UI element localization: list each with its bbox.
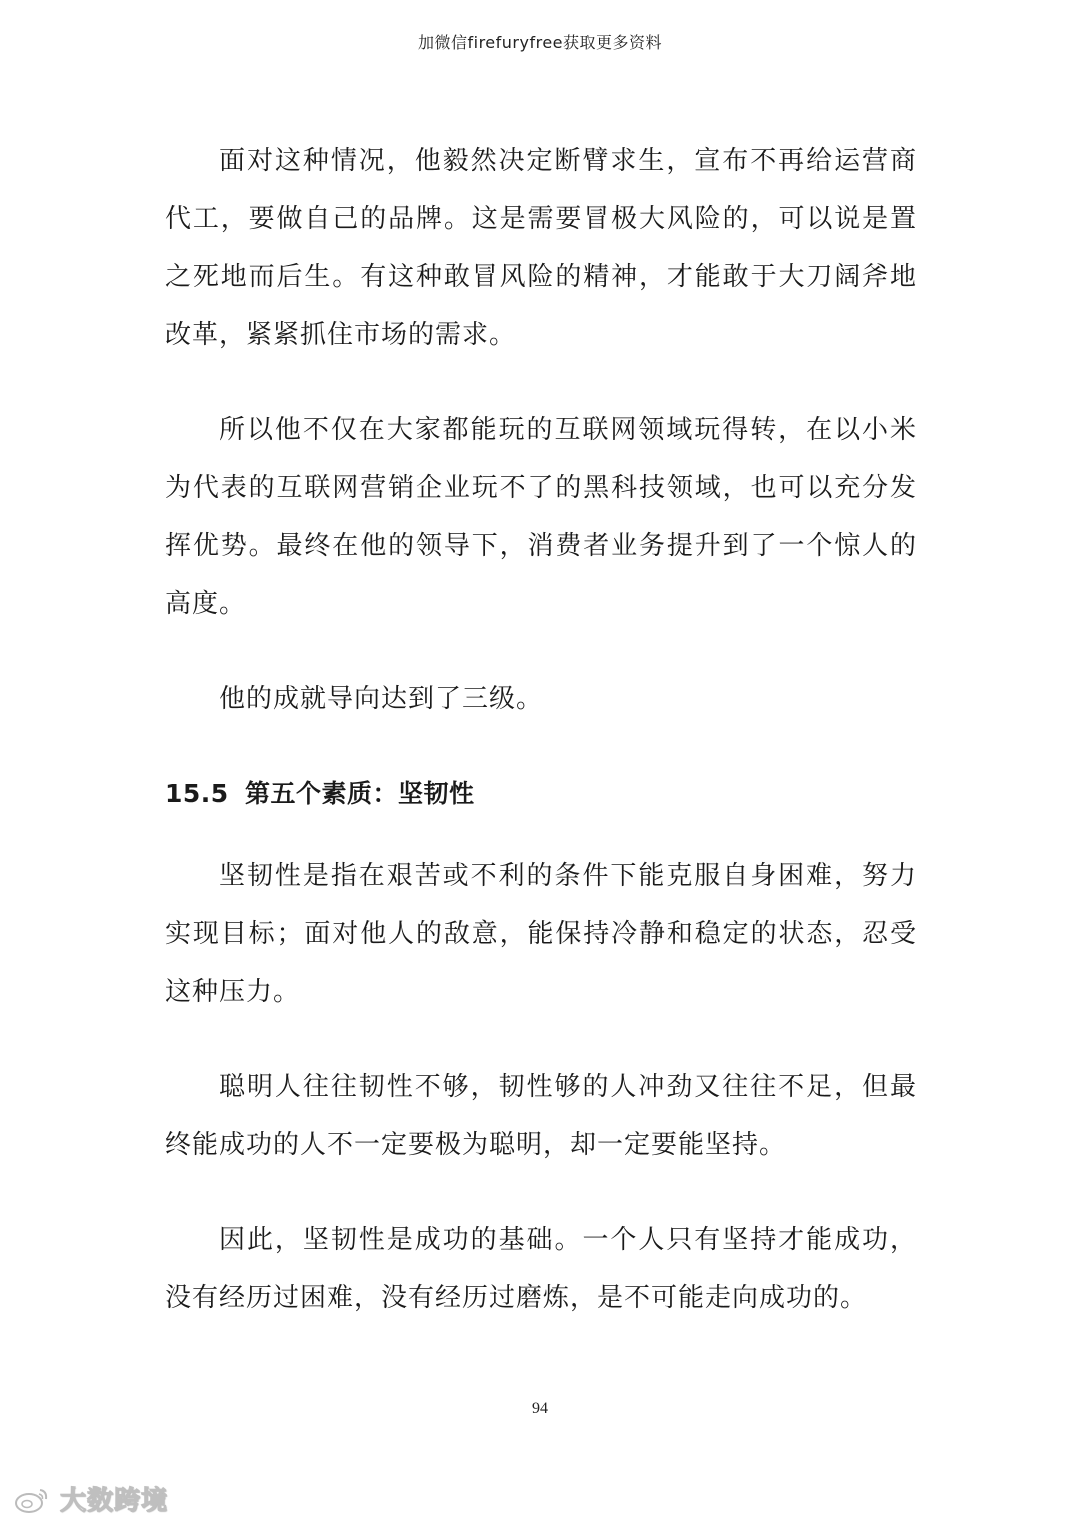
paragraph: 因此，坚韧性是成功的基础。一个人只有坚持才能成功，没有经历过困难，没有经历过磨炼，是不可能走向成功的。 xyxy=(165,1225,917,1313)
paragraph: 坚韧性是指在艰苦或不利的条件下能克服自身困难，努力实现目标；面对他人的敌意，能保持冷静和稳定的状态，忍受这种压力。 xyxy=(165,861,917,1007)
watermark xyxy=(12,1480,168,1517)
watermark-text: 大数跨境 xyxy=(60,1486,169,1516)
paragraph: 面对这种情况，他毅然决定断臂求生，宣布不再给运营商代工，要做自己的品牌。这是需要冒极大风险的，可以说是置之死地而后生。有这种敢冒风险的精神，才能敢于大刀阔斧地改革，紧紧抓住市场的需求。 xyxy=(165,146,917,350)
paragraph: 所以他不仅在大家都能玩的互联网领域玩得转，在以小米为代表的互联网营销企业玩不了的黑科技领域，也可以充分发挥优势。最终在他的领导下，消费者业务提升到了一个惊人的高度。 xyxy=(165,415,917,619)
paragraph: 聪明人往往韧性不够，韧性够的人冲劲又往往不足，但最终能成功的人不一定要极为聪明，却一定要能坚持。 xyxy=(165,1072,917,1160)
header-note: 加微信firefuryfree获取更多资料 xyxy=(417,33,663,52)
section-title: 第五个素质：坚韧性 xyxy=(245,779,475,808)
page-number: 94 xyxy=(532,1400,548,1417)
paragraph: 他的成就导向达到了三级。 xyxy=(219,684,544,714)
section-number: 15.5 xyxy=(165,779,229,808)
section-heading xyxy=(165,765,917,823)
weibo-style-logo-icon xyxy=(12,1484,52,1514)
page-body xyxy=(165,132,917,1364)
